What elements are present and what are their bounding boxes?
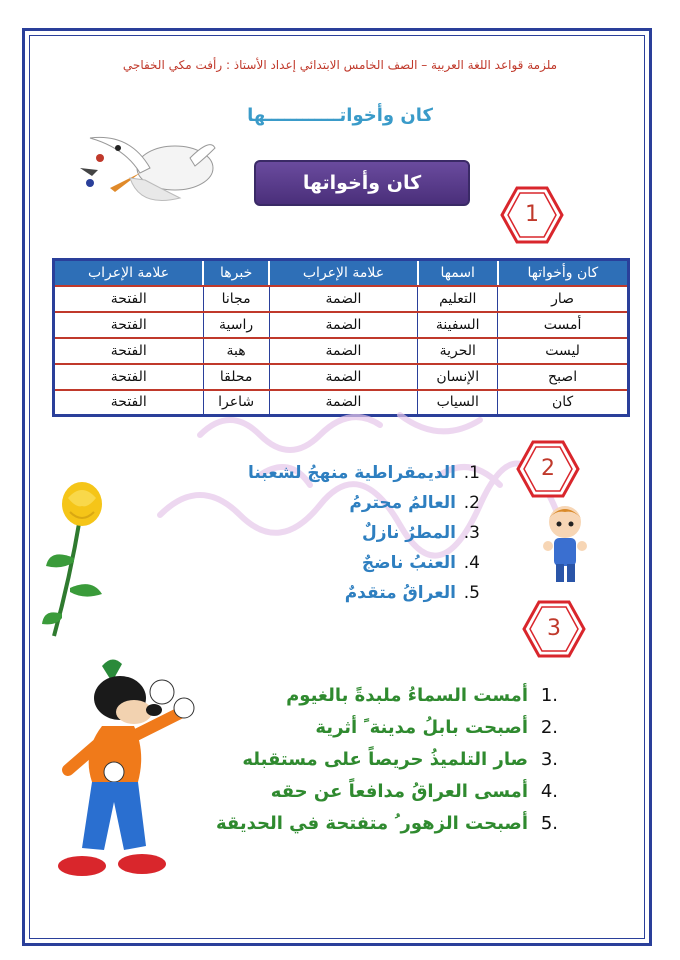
- section-2-list: [220, 458, 480, 608]
- section-1-number: 1: [525, 202, 539, 227]
- item-number: .3: [540, 749, 558, 770]
- cell-subject-mark: الضمة: [269, 286, 418, 312]
- item-number: 4.: [463, 553, 480, 573]
- section-3-number: 3: [547, 616, 561, 641]
- item-number: .1: [540, 685, 558, 706]
- item-text: أصبحت الزهور ُ متفتحة في الحديقة: [215, 813, 528, 834]
- cell-predicate-mark: الفتحة: [54, 286, 204, 312]
- item-text: العنبُ ناضجٌ: [361, 553, 456, 573]
- cell-verb: صار: [498, 286, 629, 312]
- table-row: [54, 286, 629, 312]
- kana-sisters-table: [52, 258, 630, 417]
- cell-subject: الإنسان: [418, 364, 498, 390]
- cell-verb: أمست: [498, 312, 629, 338]
- cell-subject: السفينة: [418, 312, 498, 338]
- cell-subject-mark: الضمة: [269, 312, 418, 338]
- item-number: 5.: [463, 583, 480, 603]
- cell-subject-mark: الضمة: [269, 364, 418, 390]
- table-row: [54, 364, 629, 390]
- table-row: [54, 312, 629, 338]
- list-item: [220, 548, 480, 578]
- section-3-badge: [522, 600, 586, 658]
- cell-predicate: شاعرا: [203, 390, 269, 416]
- stork-clipart: [70, 128, 220, 218]
- col-header-subject-mark: علامة الإعراب: [269, 260, 418, 286]
- cell-subject: السياب: [418, 390, 498, 416]
- item-text: أمسى العراقُ مدافعاً عن حقه: [270, 781, 528, 802]
- cell-subject: التعليم: [418, 286, 498, 312]
- col-header-verb: كان وأخواتها: [498, 260, 629, 286]
- section-2-badge: [516, 440, 580, 498]
- table-row: [54, 338, 629, 364]
- item-text: أمست السماءُ ملبدةً بالغيوم: [286, 685, 528, 706]
- cell-predicate-mark: الفتحة: [54, 364, 204, 390]
- col-header-predicate: خبرها: [203, 260, 269, 286]
- table-header-row: [54, 260, 629, 286]
- list-item: [220, 578, 480, 608]
- item-number: .5: [540, 813, 558, 834]
- cell-predicate: مجانا: [203, 286, 269, 312]
- list-item: [190, 776, 558, 808]
- cartoon-child-clipart: [540, 500, 590, 586]
- cell-predicate: راسية: [203, 312, 269, 338]
- item-number: .4: [540, 781, 558, 802]
- cell-subject: الحرية: [418, 338, 498, 364]
- cell-predicate: محلقا: [203, 364, 269, 390]
- list-item: [220, 488, 480, 518]
- section-2-number: 2: [541, 456, 555, 481]
- col-header-predicate-mark: علامة الإعراب: [54, 260, 204, 286]
- cartoon-dog-clipart: [42, 652, 198, 892]
- table-row: [54, 390, 629, 416]
- cell-predicate-mark: الفتحة: [54, 338, 204, 364]
- item-text: العراقُ متقدمٌ: [344, 583, 456, 603]
- item-number: 1.: [463, 463, 480, 483]
- cell-predicate-mark: الفتحة: [54, 312, 204, 338]
- cell-predicate-mark: الفتحة: [54, 390, 204, 416]
- item-text: صار التلميذُ حريصاً على مستقبله: [242, 749, 528, 770]
- item-text: المطرُ نازلٌ: [362, 523, 456, 543]
- cell-verb: كان: [498, 390, 629, 416]
- item-text: الديمقراطية منهجُ لشعبنا: [247, 463, 456, 483]
- section-3-list: [190, 680, 558, 840]
- cell-predicate: هبة: [203, 338, 269, 364]
- item-text: أصبحت بابلُ مدينة ً أثرية: [315, 717, 528, 738]
- item-number: 3.: [463, 523, 480, 543]
- list-item: [190, 712, 558, 744]
- page-header: ملزمة قواعد اللغة العربية – الصف الخامس الابتدائي إعداد الأستاذ : رأفت مكي الخفاجي: [122, 58, 558, 72]
- list-item: [220, 458, 480, 488]
- cell-verb: اصبح: [498, 364, 629, 390]
- col-header-subject: اسمها: [418, 260, 498, 286]
- main-title: كان وأخواتــــــــــــها: [247, 105, 433, 126]
- item-number: 2.: [463, 493, 480, 513]
- item-text: العالمُ محترمُ: [349, 493, 456, 513]
- list-item: [190, 680, 558, 712]
- item-number: .2: [540, 717, 558, 738]
- section-1-badge: [500, 186, 564, 244]
- cell-subject-mark: الضمة: [269, 390, 418, 416]
- lesson-title-box: كان وأخواتها: [254, 160, 470, 206]
- list-item: [190, 744, 558, 776]
- yellow-rose-clipart: [40, 478, 120, 638]
- list-item: [220, 518, 480, 548]
- cell-subject-mark: الضمة: [269, 338, 418, 364]
- cell-verb: ليست: [498, 338, 629, 364]
- list-item: [190, 808, 558, 840]
